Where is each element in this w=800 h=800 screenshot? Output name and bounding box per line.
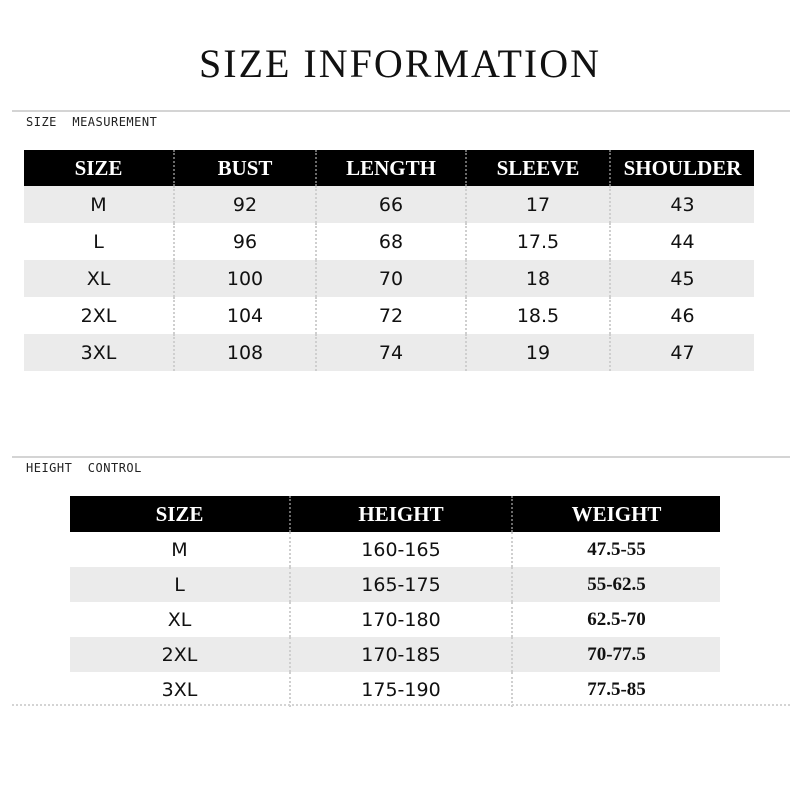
- cell-height: 165-175: [290, 567, 512, 602]
- cell-weight: 47.5-55: [512, 532, 720, 567]
- table-row: [24, 186, 754, 223]
- cell-bust: 92: [174, 186, 316, 223]
- cell-shoulder: 43: [610, 186, 754, 223]
- table-row: [70, 532, 720, 567]
- cell-height: 175-190: [290, 672, 512, 707]
- cell-sleeve: 17: [466, 186, 610, 223]
- table-row: [70, 672, 720, 707]
- cell-shoulder: 45: [610, 260, 754, 297]
- cell-height: 170-180: [290, 602, 512, 637]
- cell-size: L: [93, 230, 104, 253]
- table-row: [24, 260, 754, 297]
- cell-size: 3XL: [161, 678, 198, 701]
- cell-shoulder: 47: [610, 334, 754, 371]
- divider: [12, 456, 790, 458]
- column-header-bust: BUST: [174, 150, 316, 186]
- cell-size: M: [24, 186, 174, 223]
- column-header-weight: WEIGHT: [512, 496, 720, 532]
- cell-sleeve: 18.5: [466, 297, 610, 334]
- cell-length: 66: [316, 186, 466, 223]
- column-header-length: LENGTH: [316, 150, 466, 186]
- cell-size: XL: [167, 608, 192, 631]
- cell-shoulder: 46: [610, 297, 754, 334]
- cell-length: 70: [316, 260, 466, 297]
- cell-sleeve: 18: [466, 260, 610, 297]
- section-label-height-control: HEIGHT CONTROL: [26, 461, 142, 475]
- column-header-size: SIZE: [24, 150, 174, 186]
- cell-shoulder: 44: [610, 223, 754, 260]
- cell-size: L: [70, 567, 290, 602]
- cell-height: 170-185: [290, 637, 512, 672]
- cell-bust: 100: [174, 260, 316, 297]
- cell-height: 160-165: [290, 532, 512, 567]
- column-header-height: HEIGHT: [290, 496, 512, 532]
- table-header-row: [70, 496, 720, 532]
- cell-weight: 62.5-70: [512, 602, 720, 637]
- page-title: SIZE INFORMATION: [199, 41, 601, 86]
- table-row: [70, 567, 720, 602]
- table-row: [70, 637, 720, 672]
- cell-length: 74: [316, 334, 466, 371]
- table-row: [24, 334, 754, 371]
- table-header-row: [24, 150, 754, 186]
- column-header-shoulder: SHOULDER: [610, 150, 754, 186]
- cell-weight: 77.5-85: [512, 672, 720, 707]
- cell-weight: 70-77.5: [512, 637, 720, 672]
- cell-size: XL: [24, 260, 174, 297]
- cell-weight: 55-62.5: [512, 567, 720, 602]
- cell-length: 72: [316, 297, 466, 334]
- section-label-size-measurement: SIZE MEASUREMENT: [26, 115, 158, 129]
- cell-bust: 96: [174, 223, 316, 260]
- divider: [12, 110, 790, 112]
- table-row: [70, 602, 720, 637]
- cell-bust: 104: [174, 297, 316, 334]
- column-header-size: SIZE: [70, 496, 290, 532]
- cell-sleeve: 17.5: [466, 223, 610, 260]
- cell-size: 2XL: [80, 304, 117, 327]
- cell-bust: 108: [174, 334, 316, 371]
- cell-size: M: [171, 538, 188, 561]
- cell-size: 3XL: [24, 334, 174, 371]
- cell-length: 68: [316, 223, 466, 260]
- cell-size: 2XL: [70, 637, 290, 672]
- divider: [12, 704, 790, 706]
- height-control-table: [70, 496, 720, 707]
- column-header-sleeve: SLEEVE: [466, 150, 610, 186]
- cell-sleeve: 19: [466, 334, 610, 371]
- size-measurement-table: [24, 150, 754, 371]
- table-row: [24, 223, 754, 260]
- table-row: [24, 297, 754, 334]
